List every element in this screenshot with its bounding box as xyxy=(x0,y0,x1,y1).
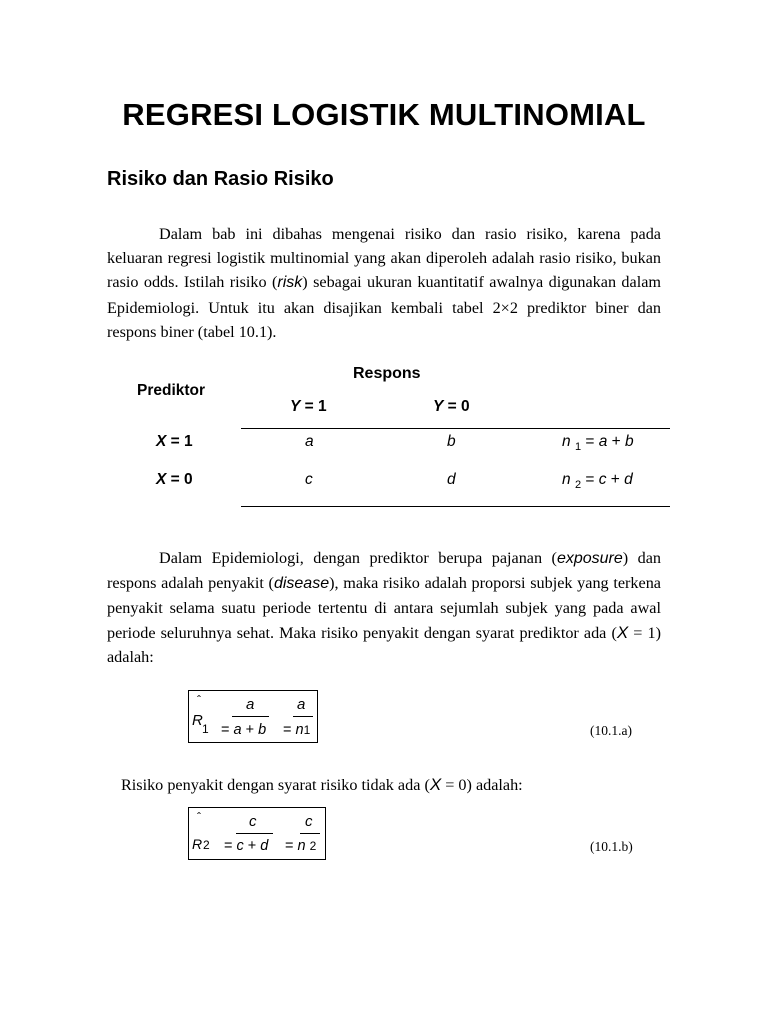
equation-box-1 xyxy=(188,690,318,743)
page-title: REGRESI LOGISTIK MULTINOMIAL xyxy=(122,97,646,132)
eq1-numerator-1: a xyxy=(246,696,255,713)
eq2-symbol: R xyxy=(192,836,203,852)
eq1-numerator-2: a xyxy=(297,696,306,713)
equation-box-2 xyxy=(188,807,326,860)
eq2-fraction-bar-2 xyxy=(300,833,320,834)
eq2-denominator-2: = n 2 xyxy=(285,838,317,854)
x-variable: X xyxy=(616,622,629,642)
cell-b: b xyxy=(447,433,456,450)
predictor-header: Prediktor xyxy=(137,382,206,399)
eq2-denominator-1: = c + d xyxy=(224,838,269,854)
disease-term: disease xyxy=(273,575,330,593)
eq1-subscript: 1 xyxy=(202,722,209,736)
eq1-symbol: R xyxy=(192,712,203,729)
response-header: Respons xyxy=(353,365,421,382)
cell-a: a xyxy=(305,433,314,450)
eq2-numerator-1: c xyxy=(249,813,257,830)
epidemiology-paragraph xyxy=(107,546,661,669)
eq2-hat: ˆ xyxy=(197,810,201,824)
eq2-subscript: 2 xyxy=(203,838,210,852)
eq2-numerator-2: c xyxy=(305,813,313,830)
risk-term: risk xyxy=(277,274,303,292)
equation-number-2: (10.1.b) xyxy=(590,839,633,854)
column-header-y1: Y = 1 xyxy=(290,398,327,415)
x-variable-2: X xyxy=(429,775,442,794)
row-label-x0: X = 0 xyxy=(156,471,193,488)
para3-text-2: = 0) adalah: xyxy=(441,776,523,794)
cell-total-2: n $_2$ = c + d xyxy=(562,471,633,491)
risk-absent-sentence xyxy=(121,775,523,795)
eq1-denominator-1: = a + b xyxy=(221,722,267,738)
eq2-fraction-bar-1 xyxy=(236,833,273,834)
row-label-x1: X = 1 xyxy=(156,433,193,450)
eq1-denominator-2: = n1 xyxy=(283,722,311,738)
eq1-fraction-bar-1 xyxy=(232,716,269,717)
table-top-rule xyxy=(241,428,670,429)
cell-total-1: n $_1$ = a + b xyxy=(562,433,634,453)
cell-c: c xyxy=(305,471,313,488)
intro-text-b: ) sebagai ukuran kuantitatif awalnya digunakan dalam Epidemiologi. Untuk itu akan disajikan kembali tabel 2×2 prediktor biner dan respons biner (tabel 10.1). xyxy=(107,273,661,341)
eq1-hat: ˆ xyxy=(197,693,201,707)
para2-text-1: Dalam Epidemiologi, dengan prediktor berupa pajanan ( xyxy=(159,549,557,567)
intro-paragraph xyxy=(107,222,661,344)
para2-text-4: = 1) adalah: xyxy=(107,623,661,666)
para3-text-1: Risiko penyakit dengan syarat risiko tidak ada ( xyxy=(121,776,430,794)
equation-number-1: (10.1.a) xyxy=(590,723,632,738)
exposure-term: exposure xyxy=(556,550,623,567)
para2-text-3: ), maka risiko adalah proporsi subjek yang terkena penyakit selama suatu periode tertentu di antara sejumlah subjek yang pada awal periode seluruhnya sehat. Maka risiko penyakit dengan syarat prediktor ada ( xyxy=(107,574,661,642)
section-heading: Risiko dan Rasio Risiko xyxy=(107,168,334,190)
intro-text-a: Dalam bab ini dibahas mengenai risiko dan rasio risiko, karena pada keluaran regresi logistik multinomial yang akan diperoleh adalah rasio risiko, bukan rasio odds. Istilah risiko ( xyxy=(107,225,661,292)
cell-d: d xyxy=(447,471,456,488)
eq1-fraction-bar-2 xyxy=(293,716,313,717)
table-bottom-rule xyxy=(241,506,670,507)
column-header-y0: Y = 0 xyxy=(433,398,470,415)
para2-text-2: ) dan respons adalah penyakit ( xyxy=(107,549,661,593)
